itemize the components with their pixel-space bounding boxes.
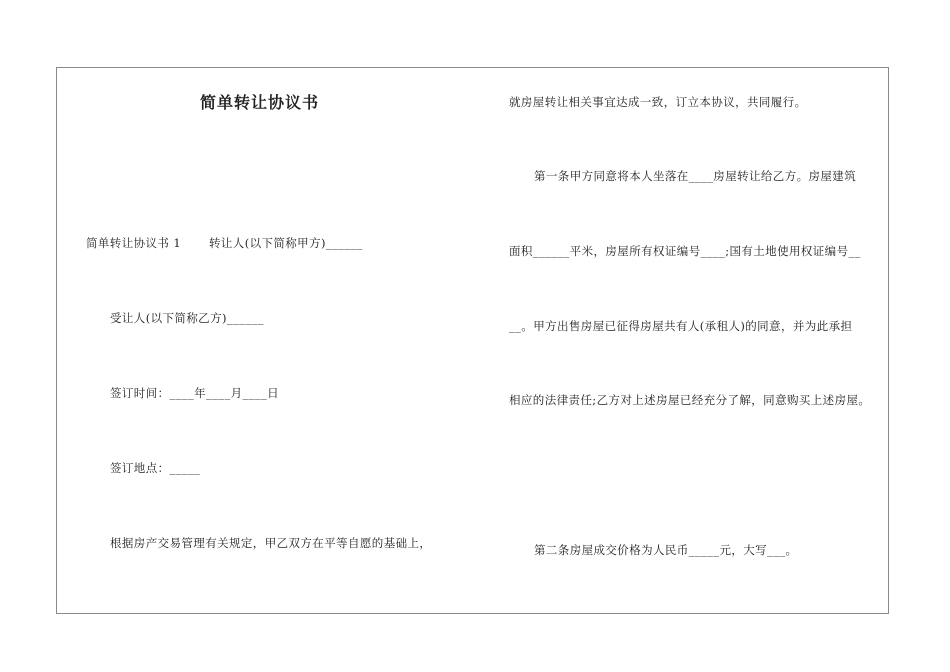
transferee-line: 受让人(以下简称乙方)______ <box>110 311 264 325</box>
sign-date-line: 签订时间：____年____月____日 <box>110 386 279 400</box>
preamble-line: 根据房产交易管理有关规定，甲乙双方在平等自愿的基础上， <box>110 536 432 550</box>
article1-line2: 面积______平米，房屋所有权证编号____;国有土地使用权证编号__ <box>509 244 861 258</box>
transferor-line: 转让人(以下简称甲方)______ <box>209 236 363 250</box>
article2-line1: 第二条房屋成交价格为人民币_____元，大写___。 <box>534 543 798 557</box>
sign-place-line: 签订地点：_____ <box>110 461 201 475</box>
document-title: 简单转让协议书 <box>200 93 320 112</box>
doc-heading-ref: 简单转让协议书 1 <box>86 236 182 250</box>
document-page <box>56 67 889 614</box>
article1-line1: 第一条甲方同意将本人坐落在____房屋转让给乙方。房屋建筑 <box>534 169 857 183</box>
article1-line4: 相应的法律责任;乙方对上述房屋已经充分了解，同意购买上述房屋。 <box>509 393 871 407</box>
article1-line3: __。甲方出售房屋已征得房屋共有人(承租人)的同意，并为此承担 <box>509 319 853 333</box>
agreement-intro-line: 就房屋转让相关事宜达成一致，订立本协议，共同履行。 <box>509 95 807 109</box>
